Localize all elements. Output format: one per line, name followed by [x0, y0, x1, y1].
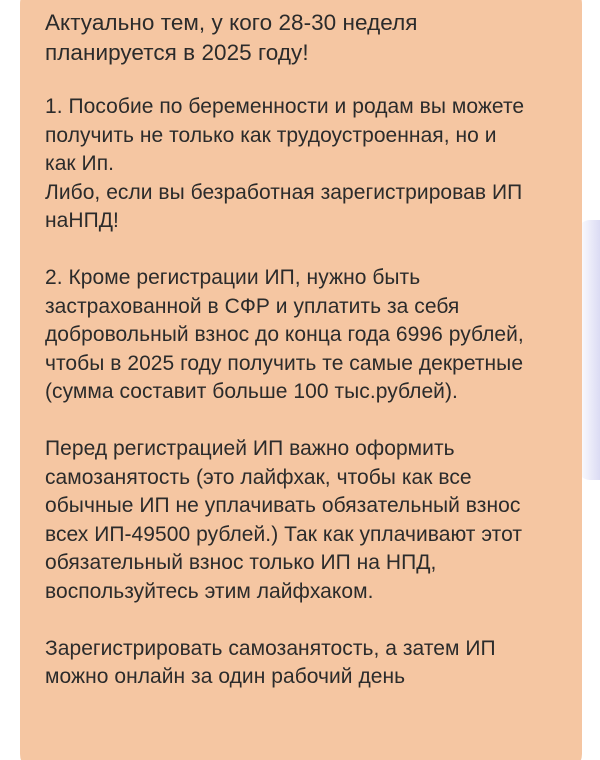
- message-line: обычные ИП не уплачивать обязательный взнос: [45, 494, 521, 517]
- message-line: самозанятость (это лайфхак, чтобы как все: [45, 465, 472, 489]
- message-line: Либо, если вы безработная зарегистрировав ИП: [45, 180, 523, 204]
- message-line: Зарегистрировать самозанятость, а затем ИП: [45, 636, 496, 660]
- message-paragraph-2: [45, 264, 564, 407]
- message-paragraph-1: [45, 93, 564, 236]
- message-line: (сумма составит больше 100 тыс.рублей).: [45, 380, 458, 403]
- message-line: воспользуйтесь этим лайфхаком.: [45, 579, 374, 603]
- message-line: 2. Кроме регистрации ИП, нужно быть: [45, 266, 421, 289]
- message-line: планируется в 2025 году!: [45, 40, 309, 65]
- message-paragraph-4: [45, 635, 564, 692]
- message-heading: [45, 8, 564, 68]
- message-line: можно онлайн за один рабочий день: [45, 665, 406, 688]
- message-line: как Ип.: [45, 152, 114, 175]
- message-line: получить не только как трудоустроенная, но и: [45, 123, 497, 147]
- message-line: обязательный взнос только ИП на НПД,: [45, 551, 437, 574]
- message-line: чтобы в 2025 году получить те самые декретные: [45, 351, 524, 375]
- message-line: застрахованной в СФР и уплатить за себя: [45, 294, 460, 318]
- message-bubble[interactable]: [20, 0, 582, 760]
- message-paragraph-3: [45, 435, 564, 606]
- message-line: всех ИП-49500 рублей.) Так как уплачивают этот: [45, 522, 523, 546]
- message-line: наНПД!: [45, 209, 119, 232]
- message-line: Актуально тем, у кого 28-30 неделя: [45, 10, 418, 35]
- message-line: 1. Пособие по беременности и родам вы можете: [45, 95, 525, 118]
- message-line: Перед регистрацией ИП важно оформить: [45, 437, 455, 460]
- message-line: добровольный взнос до конца года 6996 рублей,: [45, 323, 524, 346]
